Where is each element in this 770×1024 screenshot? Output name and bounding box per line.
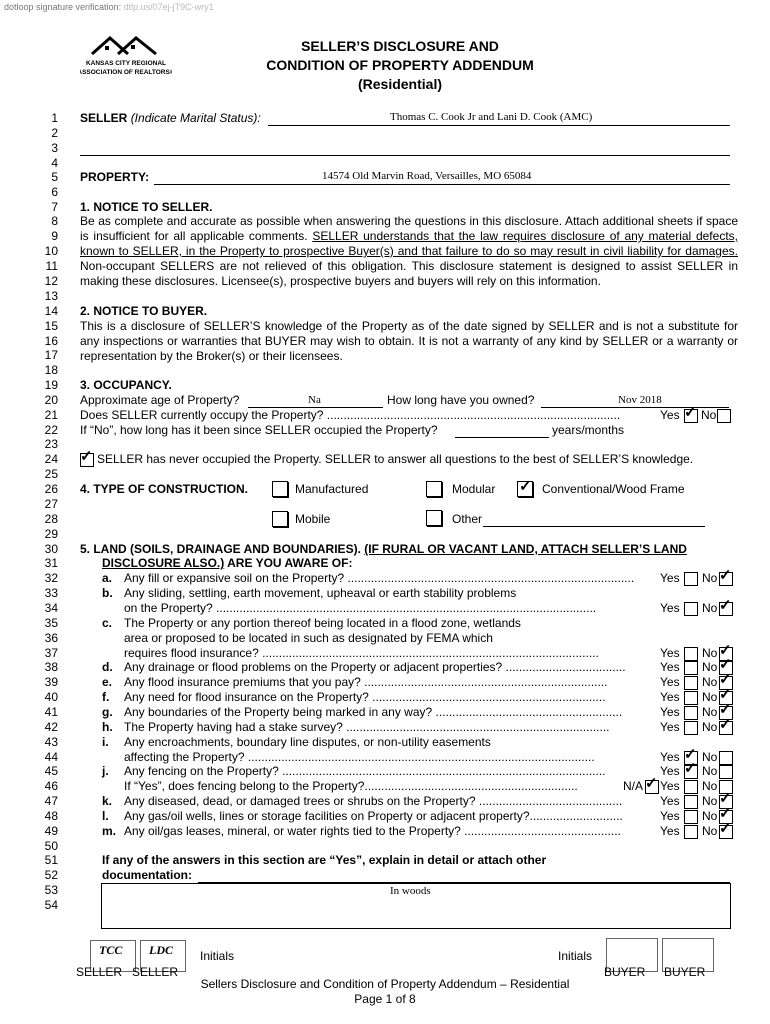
- kcrar-logo: [80, 32, 172, 82]
- checkmark-icon: ✓: [645, 775, 658, 792]
- item-question-text: The Property or any portion thereof being located in a flood zone, wetlands: [124, 616, 521, 630]
- line-number: 29: [44, 527, 58, 541]
- yes-checkbox[interactable]: [684, 647, 698, 661]
- line-number: 11: [45, 259, 58, 273]
- checkmark-icon: ✓: [719, 805, 732, 822]
- line-number: 36: [44, 631, 58, 645]
- item-question-text: on the Property? ..................................................................................................................: [124, 601, 597, 615]
- yes-checkbox[interactable]: [684, 691, 698, 705]
- line-number: 45: [44, 764, 58, 778]
- explain-value: In woods: [390, 885, 431, 897]
- line-number: 53: [44, 883, 58, 897]
- checkmark-icon: ✓: [719, 597, 732, 614]
- item-question-text: Any fill or expansive soil on the Property? ......................................................................................: [124, 571, 635, 585]
- seller-initials-2-signature: LDC: [149, 943, 173, 957]
- yes-checkbox[interactable]: [684, 780, 698, 794]
- line-number: 42: [44, 720, 58, 734]
- item-question-text: affecting the Property? ........................................................................................................: [124, 750, 595, 764]
- no-checkbox[interactable]: [719, 751, 733, 765]
- checkmark-icon: ✓: [519, 478, 532, 495]
- line-number: 28: [44, 512, 58, 526]
- checkmark-icon: ✓: [719, 701, 732, 718]
- line-number: 2: [51, 126, 58, 140]
- construction-modular-checkbox[interactable]: [426, 481, 442, 497]
- line-number: 47: [44, 794, 58, 808]
- no-checkbox[interactable]: [719, 716, 733, 735]
- checkmark-icon: ✓: [719, 656, 732, 673]
- line-number: 30: [44, 542, 58, 556]
- na-label: N/A: [623, 779, 644, 793]
- construction-mobile-checkbox[interactable]: [272, 511, 288, 527]
- line-number: 44: [44, 750, 58, 764]
- no-checkbox[interactable]: [719, 765, 733, 779]
- checkmark-icon: ✓: [719, 671, 732, 688]
- seller-extra-line: [80, 155, 730, 156]
- construction-mobile-label: Mobile: [295, 512, 331, 526]
- item-question-text: Any oil/gas leases, mineral, or water rights tied to the Property? ...............................................: [124, 824, 621, 838]
- document-title: [230, 37, 570, 94]
- construction-modular-label: Modular: [452, 482, 496, 496]
- seller-label-1: SELLER: [76, 965, 123, 979]
- yes-label: Yes: [660, 720, 680, 734]
- checkmark-icon: ✓: [719, 642, 732, 659]
- buyer-label-2: BUYER: [664, 965, 706, 979]
- item-letter: m.: [102, 824, 117, 838]
- yes-checkbox[interactable]: [684, 661, 698, 675]
- checkmark-icon: ✓: [684, 404, 697, 421]
- line-number: 24: [44, 452, 58, 466]
- yes-label: Yes: [660, 601, 680, 615]
- yes-checkbox[interactable]: [684, 721, 698, 735]
- item-letter: e.: [102, 675, 113, 689]
- line-number: 13: [44, 289, 58, 303]
- occupy-yes-label: Yes: [660, 408, 680, 422]
- title-line-3: (Residential): [357, 76, 442, 92]
- line-number: 4: [51, 156, 58, 170]
- seller-field-line: [268, 125, 730, 126]
- no-label: No: [702, 646, 718, 660]
- property-label: PROPERTY:: [80, 170, 150, 184]
- line-number: 54: [44, 898, 58, 912]
- checkmark-icon: ✓: [80, 448, 93, 465]
- checkmark-icon: ✓: [684, 760, 697, 777]
- checkmark-icon: ✓: [719, 820, 732, 837]
- occupy-no-label: No: [701, 408, 717, 422]
- item-letter: h.: [102, 720, 113, 734]
- item-question-text: The Property having had a stake survey? ...............................................................................: [124, 720, 610, 734]
- age-field[interactable]: Na: [308, 394, 321, 406]
- no-label: No: [702, 705, 718, 719]
- item-letter: i.: [102, 735, 109, 749]
- line-number: 46: [44, 779, 58, 793]
- line-number: 50: [44, 839, 58, 853]
- yes-label: Yes: [660, 660, 680, 674]
- item-letter: d.: [102, 660, 113, 674]
- line-number: 20: [44, 393, 58, 407]
- checkmark-icon: ✓: [719, 790, 732, 807]
- svg-text:ASSOCIATION OF REALTORS®: ASSOCIATION OF REALTORS®: [80, 69, 172, 76]
- section-3-heading: 3. OCCUPANCY.: [80, 378, 172, 392]
- verification-label: dotloop signature verification:: [4, 2, 122, 12]
- item-question-text: Any flood insurance premiums that you pay? .........................................................................: [124, 675, 608, 689]
- line-number: 40: [44, 690, 58, 704]
- title-line-1: SELLER’S DISCLOSURE AND: [301, 38, 499, 54]
- occupy-no-checkbox[interactable]: [717, 409, 731, 423]
- item-question-text: If “Yes”, does fencing belong to the Property?................................................................: [124, 779, 578, 793]
- no-label: No: [702, 720, 718, 734]
- section-2-text: This is a disclosure of SELLER’S knowledge of the Property as of the date signed by SELLER and is not a substitute for any inspections or warranties that BUYER may wish to obtain. It is not a warranty of any kind by SELLER or a warranty or representation by the Broker(s) or their licensees.: [80, 319, 738, 363]
- line-number: 39: [44, 675, 58, 689]
- no-label: No: [702, 690, 718, 704]
- since-field-line[interactable]: [455, 437, 549, 438]
- line-number: 48: [44, 809, 58, 823]
- item-letter: f.: [102, 690, 110, 704]
- no-checkbox[interactable]: [719, 820, 733, 839]
- yes-label: Yes: [660, 779, 680, 793]
- line-number: 27: [44, 497, 58, 511]
- line-number: 21: [44, 408, 58, 422]
- no-label: No: [702, 824, 718, 838]
- line-number: 5: [51, 170, 58, 184]
- line-number: 18: [44, 363, 58, 377]
- no-label: No: [702, 601, 718, 615]
- line-number: 22: [44, 423, 58, 437]
- na-checkbox[interactable]: [645, 775, 659, 794]
- title-line-2: CONDITION OF PROPERTY ADDENDUM: [266, 57, 534, 73]
- construction-manufactured-label: Manufactured: [295, 482, 369, 496]
- section-5-heading: 5. LAND (SOILS, DRAINAGE AND BOUNDARIES). (IF RURAL OR VACANT LAND, ATTACH SELLER’S LAND: [80, 542, 687, 556]
- never-occupied-text: SELLER has never occupied the Property. SELLER to answer all questions to the best of SELLER’S knowledge.: [97, 452, 694, 466]
- seller-label-2: SELLER: [132, 965, 179, 979]
- construction-other-checkbox[interactable]: [426, 510, 442, 526]
- property-address-field[interactable]: 14574 Old Marvin Road, Versailles, MO 65084: [322, 170, 532, 182]
- yes-label: Yes: [660, 646, 680, 660]
- item-letter: a.: [102, 571, 113, 585]
- line-number: 35: [44, 616, 58, 630]
- no-label: No: [702, 660, 718, 674]
- item-letter: g.: [102, 705, 113, 719]
- line-number: 49: [44, 824, 58, 838]
- seller-initials-1-signature: TCC: [99, 943, 123, 957]
- footer-page-number: Page 1 of 8: [354, 992, 416, 1006]
- line-number: 32: [44, 571, 58, 585]
- construction-conventional-checkbox[interactable]: [517, 478, 533, 497]
- explain-line-2: documentation:: [102, 868, 192, 882]
- line-number: 17: [44, 348, 58, 362]
- line-number: 15: [44, 319, 58, 333]
- seller-name-field[interactable]: Thomas C. Cook Jr and Lani D. Cook (AMC): [390, 111, 593, 123]
- section-4-heading: 4. TYPE OF CONSTRUCTION.: [80, 482, 249, 496]
- item-question-text: Any gas/oil wells, lines or storage facilities on Property or adjacent property?............................: [124, 809, 623, 823]
- checkmark-icon: ✓: [684, 746, 697, 763]
- item-question-text: Any boundaries of the Property being marked in any way? ........................................................: [124, 705, 623, 719]
- yes-checkbox[interactable]: [684, 825, 698, 839]
- line-number: 9: [51, 229, 58, 243]
- item-letter: j.: [102, 764, 109, 778]
- line-number: 8: [51, 214, 58, 228]
- line-number: 34: [44, 601, 58, 615]
- checkmark-icon: ✓: [719, 567, 732, 584]
- line-number: 14: [44, 304, 58, 318]
- no-checkbox[interactable]: [719, 597, 733, 616]
- explain-line-1: If any of the answers in this section are “Yes”, explain in detail or attach other: [102, 853, 547, 867]
- item-question-text: Any need for flood insurance on the Property? ......................................................................: [124, 690, 606, 704]
- line-number: 43: [44, 735, 58, 749]
- yes-checkbox[interactable]: [684, 760, 698, 779]
- occupy-question: Does SELLER currently occupy the Property? ........................................................................................: [80, 408, 621, 422]
- yes-checkbox[interactable]: [684, 706, 698, 720]
- item-question-text: Any sliding, settling, earth movement, upheaval or earth stability problems: [124, 586, 517, 600]
- page-footer: [0, 977, 770, 1007]
- initials-left-label: Initials: [200, 949, 235, 963]
- line-number: 51: [44, 853, 58, 867]
- line-number: 41: [44, 705, 58, 719]
- construction-other-label: Other: [452, 512, 483, 526]
- no-label: No: [702, 809, 718, 823]
- line-number: 25: [44, 467, 58, 481]
- line-number: 3: [51, 141, 58, 155]
- occupy-yes-checkbox[interactable]: [684, 404, 698, 423]
- no-label: No: [702, 750, 718, 764]
- line-number: 31: [44, 556, 58, 570]
- no-label: No: [702, 794, 718, 808]
- yes-label: Yes: [660, 571, 680, 585]
- owned-field[interactable]: Nov 2018: [618, 394, 662, 406]
- item-question-text: Any drainage or flood problems on the Property or adjacent properties? ....................................: [124, 660, 626, 674]
- yes-checkbox[interactable]: [684, 810, 698, 824]
- item-question-text: Any fencing on the Property? .................................................................................................: [124, 764, 606, 778]
- item-letter: k.: [102, 794, 113, 808]
- seller-label: SELLER: [80, 111, 128, 125]
- section-1-text: Be as complete and accurate as possible when answering the questions in this disclosure. Attach additional sheets if space is insufficient for all applicable comments. SELLER understands that the law requires disclosure of any material defects, known to SELLER, in the Property to prospective Buyer(s) and that failure to do so may result in civil liability for damages. Non-occupant SELLERS are not relieved of this obligation. This disclosure statement is designed to assist SELLER in making these disclosures. Licensee(s), prospective buyers and buyers will rely on this information.: [80, 214, 738, 288]
- yes-label: Yes: [660, 764, 680, 778]
- age-label: Approximate age of Property?: [80, 393, 240, 407]
- yes-label: Yes: [660, 794, 680, 808]
- item-letter: b.: [102, 586, 113, 600]
- verification-link[interactable]: dtlp.us/07ej-jT9C-wry1: [123, 2, 214, 12]
- construction-other-field[interactable]: [483, 526, 705, 527]
- line-number: 37: [44, 646, 58, 660]
- buyer-label-1: BUYER: [604, 965, 646, 979]
- yes-checkbox[interactable]: [684, 602, 698, 616]
- since-label: If “No”, how long has it been since SELLER occupied the Property?: [80, 423, 438, 437]
- yes-label: Yes: [660, 690, 680, 704]
- item-question-text: Any diseased, dead, or damaged trees or shrubs on the Property? ...........................................: [124, 794, 623, 808]
- item-question-text: requires flood insurance? .....................................................................................................: [124, 646, 599, 660]
- property-field-line: [154, 184, 730, 185]
- no-label: No: [702, 764, 718, 778]
- explain-textarea[interactable]: [101, 883, 731, 929]
- section-5-heading-2: DISCLOSURE ALSO.) ARE YOU AWARE OF:: [102, 556, 353, 570]
- line-number: 1: [51, 111, 58, 125]
- line-number: 12: [44, 274, 58, 288]
- no-label: No: [702, 779, 718, 793]
- line-number: 6: [51, 185, 58, 199]
- line-number: 23: [44, 437, 58, 451]
- item-letter: c.: [102, 616, 113, 630]
- checkmark-icon: ✓: [719, 716, 732, 733]
- yes-checkbox[interactable]: [684, 795, 698, 809]
- item-question-text: Any encroachments, boundary line disputes, or non-utility easements: [124, 735, 491, 749]
- seller-row: [80, 111, 261, 126]
- never-occupied-checkbox[interactable]: [80, 448, 94, 467]
- yes-checkbox[interactable]: [684, 676, 698, 690]
- line-number: 26: [44, 482, 58, 496]
- yes-label: Yes: [660, 705, 680, 719]
- dotloop-verification: [4, 2, 214, 12]
- line-number: 7: [51, 200, 58, 214]
- yes-label: Yes: [660, 824, 680, 838]
- line-number: 52: [44, 868, 58, 882]
- yes-label: Yes: [660, 675, 680, 689]
- no-checkbox[interactable]: [719, 567, 733, 586]
- section-2-heading: 2. NOTICE TO BUYER.: [80, 304, 208, 318]
- svg-text:KANSAS CITY REGIONAL: KANSAS CITY REGIONAL: [85, 60, 167, 67]
- item-question-text: area or proposed to be located in such as designated by FEMA which: [124, 631, 493, 645]
- line-number: 33: [44, 586, 58, 600]
- no-label: No: [702, 675, 718, 689]
- footer-doc-title: Sellers Disclosure and Condition of Property Addendum – Residential: [200, 977, 570, 991]
- line-number: 10: [44, 244, 58, 258]
- section-1-heading: 1. NOTICE TO SELLER.: [80, 200, 213, 214]
- initials-right-label: Initials: [558, 949, 593, 963]
- yes-checkbox[interactable]: [684, 572, 698, 586]
- line-number: 16: [44, 334, 58, 348]
- yes-label: Yes: [660, 750, 680, 764]
- construction-conventional-label: Conventional/Wood Frame: [542, 482, 685, 496]
- line-number: 38: [44, 660, 58, 674]
- item-letter: l.: [102, 809, 109, 823]
- seller-hint: (Indicate Marital Status):: [130, 111, 261, 125]
- yes-label: Yes: [660, 809, 680, 823]
- no-label: No: [702, 571, 718, 585]
- construction-manufactured-checkbox[interactable]: [272, 481, 288, 497]
- owned-label: How long have you owned?: [387, 393, 535, 407]
- checkmark-icon: ✓: [719, 686, 732, 703]
- since-unit: years/months: [552, 423, 625, 437]
- line-number: 19: [44, 378, 58, 392]
